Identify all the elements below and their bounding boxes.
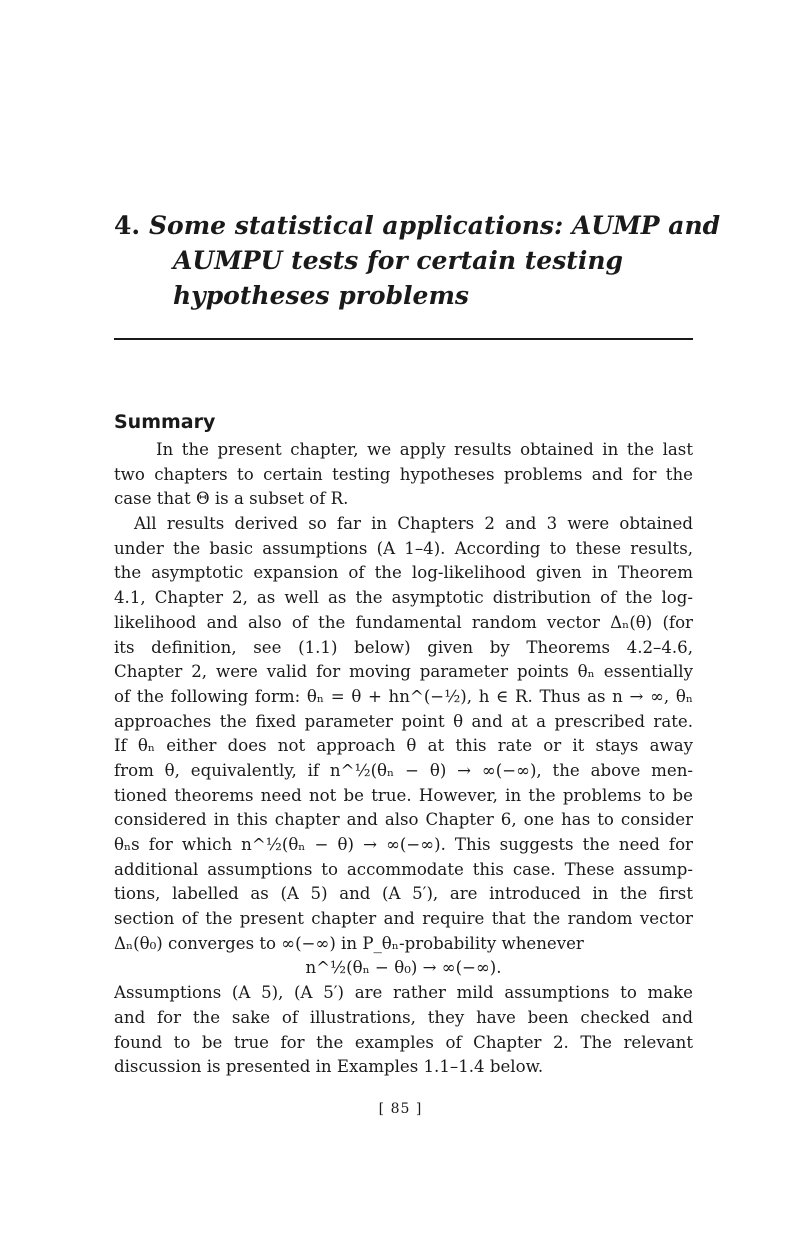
text-line: under the basic assumptions (A 1–4). According to these results, [114, 538, 693, 558]
text-line: Assumptions (A 5), (A 5′) are rather mild assumptions to make [114, 983, 693, 1003]
text-line: Chapter 2, were valid for moving parameter points θₙ essentially [114, 662, 693, 682]
text-line: tioned theorems need not be true. However, in the problems to be [114, 785, 693, 805]
text-line: and for the sake of illustrations, they have been checked and [114, 1007, 693, 1027]
text-line: the asymptotic expansion of the log-likelihood given in Theorem [114, 563, 693, 583]
summary-heading: Summary [114, 411, 216, 433]
text-line: tions, labelled as (A 5) and (A 5′), are introduced in the first [114, 884, 693, 904]
text-line: considered in this chapter and also Chapter 6, one has to consider [114, 810, 693, 830]
text-line: two chapters to certain testing hypotheses problems and for the [114, 464, 693, 484]
text-line: additional assumptions to accommodate this case. These assump- [114, 859, 693, 879]
text-line: of the following form: θₙ = θ + hn^(−½), h ∈ R. Thus as n → ∞, θₙ [114, 686, 693, 706]
text-line: from θ, equivalently, if n^½(θₙ − θ) → ∞(−∞), the above men- [114, 760, 693, 780]
chapter-number: 4. [114, 211, 141, 240]
text-line: Δₙ(θ₀) converges to ∞(−∞) in P_θₙ-probability whenever [114, 933, 584, 953]
text-line: found to be true for the examples of Chapter 2. The relevant [114, 1032, 693, 1052]
text-line: its definition, see (1.1) below) given by Theorems 4.2–4.6, [114, 637, 693, 657]
summary-body [114, 438, 693, 1080]
text-line: In the present chapter, we apply results obtained in the last [156, 440, 693, 459]
display-equation: n^½(θₙ − θ₀) → ∞(−∞). [305, 958, 502, 978]
chapter-title [149, 208, 721, 313]
text-line: case that Θ is a subset of R. [114, 489, 349, 509]
text-line: 4.1, Chapter 2, as well as the asymptotic distribution of the log- [114, 588, 693, 608]
page-number: [ 85 ] [378, 1101, 423, 1117]
text-line: likelihood and also of the fundamental random vector Δₙ(θ) (for [114, 612, 693, 632]
text-line: If θₙ either does not approach θ at this rate or it stays away [114, 736, 693, 756]
heading-divider [114, 338, 693, 340]
text-line: discussion is presented in Examples 1.1–1.4 below. [114, 1057, 544, 1077]
chapter-title-line: Some statistical applications: AUMP and [149, 211, 721, 240]
text-line: section of the present chapter and require that the random vector [114, 909, 693, 929]
chapter-title-line: hypotheses problems [173, 281, 469, 310]
text-line: All results derived so far in Chapters 2 and 3 were obtained [134, 514, 693, 534]
text-line: θₙs for which n^½(θₙ − θ) → ∞(−∞). This suggests the need for [114, 835, 693, 854]
chapter-title-line: AUMPU tests for certain testing [173, 246, 623, 275]
text-line: approaches the fixed parameter point θ and at a prescribed rate. [114, 711, 693, 731]
chapter-heading [114, 208, 721, 313]
